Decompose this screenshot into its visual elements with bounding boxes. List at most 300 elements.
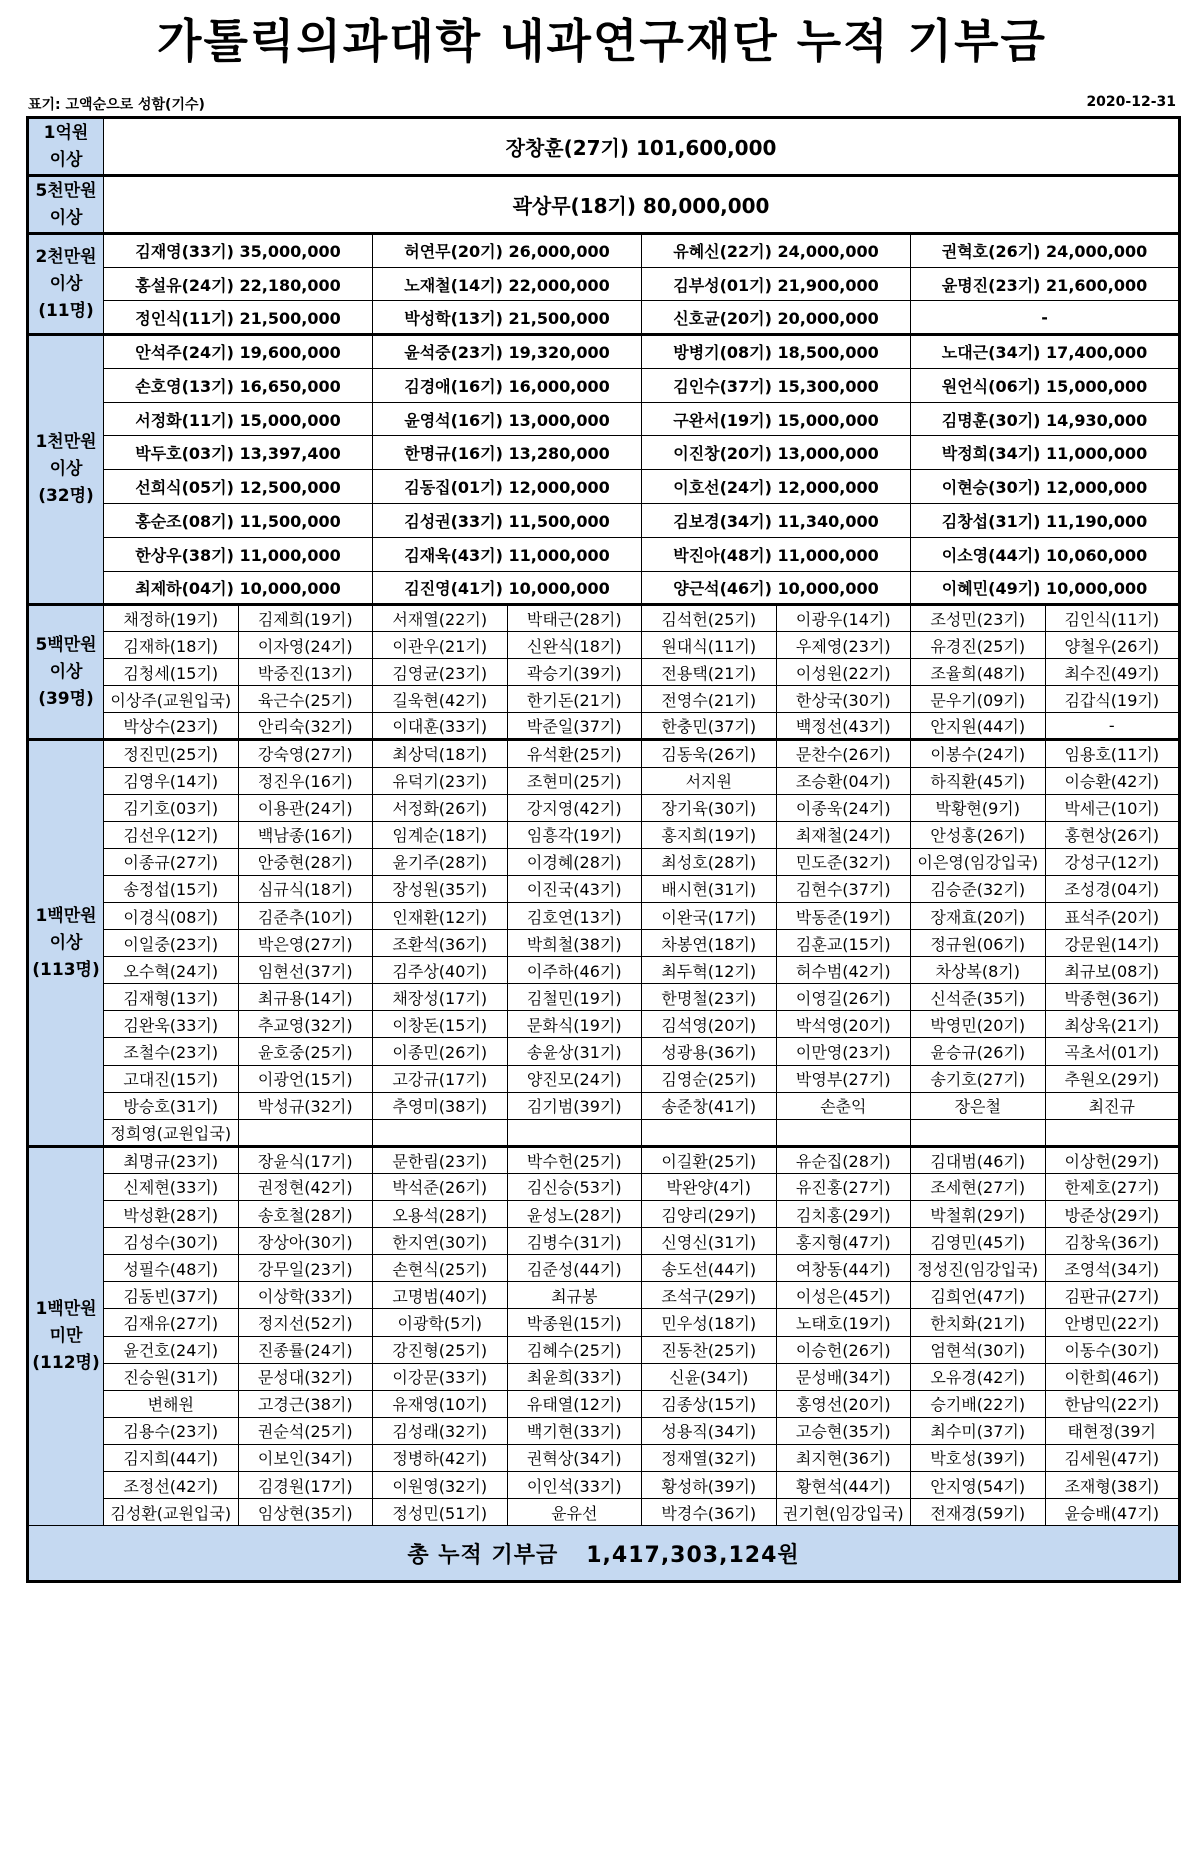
donor-name: 이관우(21기) xyxy=(373,632,508,659)
donor-name: 이일중(23기) xyxy=(104,930,239,957)
donor-name: 하직환(45기) xyxy=(911,767,1046,794)
category-label-line: 미만 xyxy=(49,1326,83,1346)
donor-name: 김석영(20기) xyxy=(642,1011,777,1038)
donor-name: 서정화(26기) xyxy=(373,794,508,821)
donor-name: 김기호(03기) xyxy=(104,794,239,821)
donor-name: 이동수(30기) xyxy=(1045,1336,1180,1363)
donor-name: 이종규(27기) xyxy=(104,848,239,875)
donor-name: 송호철(28기) xyxy=(238,1201,373,1228)
donor-name: 권혁상(34기) xyxy=(507,1444,642,1471)
donor-entry: 신호균(20기) 20,000,000 xyxy=(642,301,911,335)
donor-name: 김지희(44기) xyxy=(104,1444,239,1471)
donor-name: 변해원 xyxy=(104,1390,239,1417)
donor-name: 최진규 xyxy=(1045,1092,1180,1119)
donor-name: 권기현(임강입국) xyxy=(776,1499,911,1526)
donor-name: 이광언(15기) xyxy=(238,1065,373,1092)
donor-name: 양진모(24기) xyxy=(507,1065,642,1092)
donor-name: 정병하(42기) xyxy=(373,1444,508,1471)
donor-name: 최지현(36기) xyxy=(776,1444,911,1471)
donor-name: 김성환(교원입국) xyxy=(104,1499,239,1526)
donor-name: 김병수(31기) xyxy=(507,1228,642,1255)
donor-name: 김용수(23기) xyxy=(104,1417,239,1444)
donor-name: 고경근(38기) xyxy=(238,1390,373,1417)
donor-name: 길욱현(42기) xyxy=(373,686,508,713)
donor-name: 김철민(19기) xyxy=(507,984,642,1011)
donor-name: 김대범(46기) xyxy=(911,1146,1046,1173)
donor-entry: 권혁호(26기) 24,000,000 xyxy=(911,234,1180,268)
donor-name: 박수헌(25기) xyxy=(507,1146,642,1173)
donor-name: 문우기(09기) xyxy=(911,686,1046,713)
category-label-line: 1억원 xyxy=(43,122,89,143)
donor-name: 최규용(14기) xyxy=(238,984,373,1011)
donor-entry: 이현승(30기) 12,000,000 xyxy=(911,470,1180,504)
total-amount: 1,417,303,124원 xyxy=(586,1542,800,1568)
donor-name: 조성민(23기) xyxy=(911,605,1046,632)
donor-entry: 선희식(05기) 12,500,000 xyxy=(104,470,373,504)
donor-name: 태현정(39기 xyxy=(1045,1417,1180,1444)
donor-entry: 김부성(01기) 21,900,000 xyxy=(642,267,911,301)
donor-name: 이성원(22기) xyxy=(776,659,911,686)
donor-name: 한제호(27기) xyxy=(1045,1173,1180,1200)
donor-name: 조정선(42기) xyxy=(104,1471,239,1498)
donor-name: 방승호(31기) xyxy=(104,1092,239,1119)
donor-name: 신완식(18기) xyxy=(507,632,642,659)
donor-name: 정재열(32기) xyxy=(642,1444,777,1471)
donor-name: 조현미(25기) xyxy=(507,767,642,794)
donor-name: 우제영(23기) xyxy=(776,632,911,659)
donor-entry: 장창훈(27기) 101,600,000 xyxy=(104,118,1180,176)
donor-name: 김양리(29기) xyxy=(642,1201,777,1228)
donor-name: 유석환(25기) xyxy=(507,740,642,767)
donor-entry: 홍순조(08기) 11,500,000 xyxy=(104,504,373,538)
donor-name: 한기돈(21기) xyxy=(507,686,642,713)
donor-name: 신제현(33기) xyxy=(104,1173,239,1200)
donor-name: 이용관(24기) xyxy=(238,794,373,821)
donor-name: 박석영(20기) xyxy=(776,1011,911,1038)
donor-name: 장성원(35기) xyxy=(373,875,508,902)
donor-name: 조환석(36기) xyxy=(373,930,508,957)
donor-name: 이인석(33기) xyxy=(507,1471,642,1498)
donor-entry: 노대근(34기) 17,400,000 xyxy=(911,335,1180,369)
donor-name: 강지영(42기) xyxy=(507,794,642,821)
donor-entry: 윤석중(23기) 19,320,000 xyxy=(373,335,642,369)
donor-name: 육근수(25기) xyxy=(238,686,373,713)
donor-name: 손현식(25기) xyxy=(373,1255,508,1282)
donor-name: 백남종(16기) xyxy=(238,821,373,848)
donor-name: 김석헌(25기) xyxy=(642,605,777,632)
donor-entry: 김보경(34기) 11,340,000 xyxy=(642,504,911,538)
category-label-line: 이상 xyxy=(49,149,83,170)
donor-name: 이광학(5기) xyxy=(373,1309,508,1336)
donor-name: 엄현석(30기) xyxy=(911,1336,1046,1363)
category-label xyxy=(28,118,104,176)
donor-name: 이광우(14기) xyxy=(776,605,911,632)
donor-name: 유진홍(27기) xyxy=(776,1173,911,1200)
donor-name: 추교영(32기) xyxy=(238,1011,373,1038)
donor-name: 김재하(18기) xyxy=(104,632,239,659)
donor-name: 김승준(32기) xyxy=(911,875,1046,902)
donor-name: 최명규(23기) xyxy=(104,1146,239,1173)
donor-name: 윤기주(28기) xyxy=(373,848,508,875)
donor-entry: - xyxy=(911,301,1180,335)
donor-entry: 이소영(44기) 10,060,000 xyxy=(911,537,1180,571)
donor-name: 고강규(17기) xyxy=(373,1065,508,1092)
category-label-line: 이상 xyxy=(49,273,83,294)
donor-name: 김성수(30기) xyxy=(104,1228,239,1255)
donor-name: 박황현(9기) xyxy=(911,794,1046,821)
donor-name: 손춘익 xyxy=(776,1092,911,1119)
donor-entry: 한명규(16기) 13,280,000 xyxy=(373,436,642,470)
donor-name: 안지영(54기) xyxy=(911,1471,1046,1498)
donor-name: 김재형(13기) xyxy=(104,984,239,1011)
donor-name: 윤승규(26기) xyxy=(911,1038,1046,1065)
category-label-line: 5백만원 xyxy=(35,634,97,655)
donor-name: 최수진(49기) xyxy=(1045,659,1180,686)
donor-name: 최윤희(33기) xyxy=(507,1363,642,1390)
donor-name: 문성대(32기) xyxy=(238,1363,373,1390)
donor-name: 이길환(25기) xyxy=(642,1146,777,1173)
donor-name: 백정선(43기) xyxy=(776,713,911,740)
empty-cell xyxy=(1045,1119,1180,1146)
donor-name: 조율희(48기) xyxy=(911,659,1046,686)
donor-entry: 김진영(41기) 10,000,000 xyxy=(373,571,642,605)
donor-name: 최상덕(18기) xyxy=(373,740,508,767)
donor-name: 최상욱(21기) xyxy=(1045,1011,1180,1038)
donor-name: 이종민(26기) xyxy=(373,1038,508,1065)
donor-name: 박성규(32기) xyxy=(238,1092,373,1119)
donor-entry: 김창섭(31기) 11,190,000 xyxy=(911,504,1180,538)
donor-name: 강숙영(27기) xyxy=(238,740,373,767)
donor-name: 김제희(19기) xyxy=(238,605,373,632)
donor-name: 윤건호(24기) xyxy=(104,1336,239,1363)
donor-name: 오수혁(24기) xyxy=(104,957,239,984)
category-label-line: 이상 xyxy=(49,932,83,953)
donor-name: 강성구(12기) xyxy=(1045,848,1180,875)
donor-name: 김종상(15기) xyxy=(642,1390,777,1417)
donor-name: 이보인(34기) xyxy=(238,1444,373,1471)
donor-name: 장윤식(17기) xyxy=(238,1146,373,1173)
donor-name: 이상학(33기) xyxy=(238,1282,373,1309)
donor-name: 차상복(8기) xyxy=(911,957,1046,984)
donor-name: 이한희(46기) xyxy=(1045,1363,1180,1390)
donor-entry: 안석주(24기) 19,600,000 xyxy=(104,335,373,369)
donor-name: 김기범(39기) xyxy=(507,1092,642,1119)
donor-entry: 손호영(13기) 16,650,000 xyxy=(104,368,373,402)
donor-name: 문성배(34기) xyxy=(776,1363,911,1390)
donor-name: 민우성(18기) xyxy=(642,1309,777,1336)
category-label-line: 이상 xyxy=(49,459,83,480)
donor-name: 김인식(11기) xyxy=(1045,605,1180,632)
donor-entry: 허연무(20기) 26,000,000 xyxy=(373,234,642,268)
donor-name: 이성은(45기) xyxy=(776,1282,911,1309)
donor-name: 장은철 xyxy=(911,1092,1046,1119)
donor-name: 홍지형(47기) xyxy=(776,1228,911,1255)
empty-cell xyxy=(776,1119,911,1146)
donor-name: 김희언(47기) xyxy=(911,1282,1046,1309)
donor-name: 장기육(30기) xyxy=(642,794,777,821)
donor-name: 안성홍(26기) xyxy=(911,821,1046,848)
donor-entry: 윤명진(23기) 21,600,000 xyxy=(911,267,1180,301)
donor-name: 이경혜(28기) xyxy=(507,848,642,875)
category-label xyxy=(28,176,104,234)
donor-name: 임현선(37기) xyxy=(238,957,373,984)
donor-name: 이승헌(26기) xyxy=(776,1336,911,1363)
donor-name: 고승현(35기) xyxy=(776,1417,911,1444)
donor-name: 홍지희(19기) xyxy=(642,821,777,848)
donor-name: 김동욱(26기) xyxy=(642,740,777,767)
donor-name: 노태호(19기) xyxy=(776,1309,911,1336)
donor-name: 한남익(22기) xyxy=(1045,1390,1180,1417)
donor-name: 박태근(28기) xyxy=(507,605,642,632)
donor-entry: 방병기(08기) 18,500,000 xyxy=(642,335,911,369)
donor-name: 이상헌(29기) xyxy=(1045,1146,1180,1173)
donor-name: 윤호중(25기) xyxy=(238,1038,373,1065)
donor-name: 정희영(교원입국) xyxy=(104,1119,239,1146)
donor-name: 승기배(22기) xyxy=(911,1390,1046,1417)
donor-name: 오유경(42기) xyxy=(911,1363,1046,1390)
donor-name: 고명범(40기) xyxy=(373,1282,508,1309)
donor-name: 양철우(26기) xyxy=(1045,632,1180,659)
donor-name: 이강문(33기) xyxy=(373,1363,508,1390)
category-label xyxy=(28,1146,104,1525)
donor-name: 전재경(59기) xyxy=(911,1499,1046,1526)
donor-name: 김성래(32기) xyxy=(373,1417,508,1444)
donor-name: 김준성(44기) xyxy=(507,1255,642,1282)
donor-name: 배시현(31기) xyxy=(642,875,777,902)
donor-name: 한충민(37기) xyxy=(642,713,777,740)
donor-entry: 이진창(20기) 13,000,000 xyxy=(642,436,911,470)
category-label-line: 이상 xyxy=(49,661,83,682)
donor-name: 유태열(12기) xyxy=(507,1390,642,1417)
donor-name: 한명철(23기) xyxy=(642,984,777,1011)
donor-name: 김훈교(15기) xyxy=(776,930,911,957)
donor-name: 윤유선 xyxy=(507,1499,642,1526)
category-label-line: (32명) xyxy=(38,486,94,507)
donor-name: 조석구(29기) xyxy=(642,1282,777,1309)
donor-name: 김준추(10기) xyxy=(238,903,373,930)
donor-name: 김판규(27기) xyxy=(1045,1282,1180,1309)
donor-name: 송준창(41기) xyxy=(642,1092,777,1119)
donor-name: 서재열(22기) xyxy=(373,605,508,632)
category-label-line: (113명) xyxy=(32,959,100,980)
donor-name: 김재유(27기) xyxy=(104,1309,239,1336)
donor-name: 곡초서(01기) xyxy=(1045,1038,1180,1065)
donor-name: 윤승배(47기) xyxy=(1045,1499,1180,1526)
donor-name: 유덕기(23기) xyxy=(373,767,508,794)
donor-name: 김창욱(36기) xyxy=(1045,1228,1180,1255)
donor-name: 서지원 xyxy=(642,767,777,794)
category-label-line: 1백만원 xyxy=(35,905,97,926)
donor-entry: 최제하(04기) 10,000,000 xyxy=(104,571,373,605)
donor-name: 김신승(53기) xyxy=(507,1173,642,1200)
donor-name: 안지원(44기) xyxy=(911,713,1046,740)
donor-name: 안리숙(32기) xyxy=(238,713,373,740)
donor-name: 최성호(28기) xyxy=(642,848,777,875)
donor-name: 조승환(04기) xyxy=(776,767,911,794)
donor-entry: 구완서(19기) 15,000,000 xyxy=(642,402,911,436)
donor-name: 박중진(13기) xyxy=(238,659,373,686)
donor-name: 김치홍(29기) xyxy=(776,1201,911,1228)
donor-name: 성필수(48기) xyxy=(104,1255,239,1282)
donor-name: 안중현(28기) xyxy=(238,848,373,875)
donor-name: 김영균(23기) xyxy=(373,659,508,686)
donor-name: 유순집(28기) xyxy=(776,1146,911,1173)
category-label-line: 2천만원 xyxy=(35,246,97,267)
report-date: 2020-12-31 xyxy=(1086,94,1176,110)
donor-name: 곽승기(39기) xyxy=(507,659,642,686)
donor-name: 진동찬(25기) xyxy=(642,1336,777,1363)
donor-name: 유재영(10기) xyxy=(373,1390,508,1417)
donor-entry: 김재욱(43기) 11,000,000 xyxy=(373,537,642,571)
donor-name: 조세현(27기) xyxy=(911,1173,1046,1200)
donor-entry: 노재철(14기) 22,000,000 xyxy=(373,267,642,301)
donor-name: 임계순(18기) xyxy=(373,821,508,848)
donor-name: 강진형(25기) xyxy=(373,1336,508,1363)
category-label-line: (112명) xyxy=(32,1353,100,1373)
category-label xyxy=(28,234,104,335)
donor-entry: 서정화(11기) 15,000,000 xyxy=(104,402,373,436)
donor-entry: 김동집(01기) 12,000,000 xyxy=(373,470,642,504)
donor-name: 박동준(19기) xyxy=(776,903,911,930)
donor-name: 안병민(22기) xyxy=(1045,1309,1180,1336)
donor-name: 정성민(51기) xyxy=(373,1499,508,1526)
donor-name: 김청세(15기) xyxy=(104,659,239,686)
donor-name: 권순석(25기) xyxy=(238,1417,373,1444)
donor-name: 전영수(21기) xyxy=(642,686,777,713)
category-label-line: (11명) xyxy=(38,300,94,321)
donor-entry: 박정희(34기) 11,000,000 xyxy=(911,436,1180,470)
donor-name: 허수범(42기) xyxy=(776,957,911,984)
total-row xyxy=(28,1526,1180,1582)
category-label xyxy=(28,605,104,740)
donor-name: 고대진(15기) xyxy=(104,1065,239,1092)
page-title: 가톨릭의과대학 내과연구재단 누적 기부금 xyxy=(157,14,1047,68)
donor-name: 황현석(44기) xyxy=(776,1471,911,1498)
donor-name: 이진국(43기) xyxy=(507,875,642,902)
donation-table xyxy=(26,116,1181,1583)
donor-name: 한지연(30기) xyxy=(373,1228,508,1255)
donor-name: 김영순(25기) xyxy=(642,1065,777,1092)
donor-name: 김선우(12기) xyxy=(104,821,239,848)
donor-name: 표석주(20기) xyxy=(1045,903,1180,930)
donor-name: 민도준(32기) xyxy=(776,848,911,875)
donor-entry: 김인수(37기) 15,300,000 xyxy=(642,368,911,402)
donor-name: 송정섭(15기) xyxy=(104,875,239,902)
donor-name: 추영미(38기) xyxy=(373,1092,508,1119)
donor-name: 최규보(08기) xyxy=(1045,957,1180,984)
category-label-line: 이상 xyxy=(49,207,83,228)
empty-cell xyxy=(507,1119,642,1146)
donor-name: 이창돈(15기) xyxy=(373,1011,508,1038)
donor-name: 박상수(23기) xyxy=(104,713,239,740)
donor-name: 여창동(44기) xyxy=(776,1255,911,1282)
donor-entry: 이호선(24기) 12,000,000 xyxy=(642,470,911,504)
donor-name: 김동빈(37기) xyxy=(104,1282,239,1309)
donor-entry: 홍설유(24기) 22,180,000 xyxy=(104,267,373,301)
donor-entry: 원언식(06기) 15,000,000 xyxy=(911,368,1180,402)
donor-name: 문한림(23기) xyxy=(373,1146,508,1173)
empty-cell xyxy=(238,1119,373,1146)
donor-name: 이은영(임강입국) xyxy=(911,848,1046,875)
donor-name: 채정하(19기) xyxy=(104,605,239,632)
donor-name: 방준상(29기) xyxy=(1045,1201,1180,1228)
donor-name: 송기호(27기) xyxy=(911,1065,1046,1092)
donor-entry: 박두호(03기) 13,397,400 xyxy=(104,436,373,470)
donor-name: 성광용(36기) xyxy=(642,1038,777,1065)
donor-entry: 김성권(33기) 11,500,000 xyxy=(373,504,642,538)
donor-name: 박종원(15기) xyxy=(507,1309,642,1336)
empty-cell xyxy=(911,1119,1046,1146)
donor-name: 최재철(24기) xyxy=(776,821,911,848)
donor-name: 장재효(20기) xyxy=(911,903,1046,930)
donor-name: 조영석(34기) xyxy=(1045,1255,1180,1282)
donor-name: 김주상(40기) xyxy=(373,957,508,984)
donor-name: 박은영(27기) xyxy=(238,930,373,957)
donor-name: 조재형(38기) xyxy=(1045,1471,1180,1498)
donor-name: 인재환(12기) xyxy=(373,903,508,930)
total-label: 총 누적 기부금 xyxy=(407,1542,559,1568)
category-label xyxy=(28,740,104,1146)
donor-name: 김경원(17기) xyxy=(238,1471,373,1498)
donor-name: 신윤(34기) xyxy=(642,1363,777,1390)
donor-name: 추원오(29기) xyxy=(1045,1065,1180,1092)
donor-name: 조철수(23기) xyxy=(104,1038,239,1065)
donor-name: 원대식(11기) xyxy=(642,632,777,659)
donor-name: - xyxy=(1045,713,1180,740)
donor-entry: 김명훈(30기) 14,930,000 xyxy=(911,402,1180,436)
donor-name: 송도선(44기) xyxy=(642,1255,777,1282)
donor-name: 김현수(37기) xyxy=(776,875,911,902)
donor-name: 김영우(14기) xyxy=(104,767,239,794)
donor-name: 최규봉 xyxy=(507,1282,642,1309)
donor-entry: 이혜민(49기) 10,000,000 xyxy=(911,571,1180,605)
donor-name: 이주하(46기) xyxy=(507,957,642,984)
donor-name: 조성경(04기) xyxy=(1045,875,1180,902)
donor-name: 정규원(06기) xyxy=(911,930,1046,957)
donor-name: 정진우(16기) xyxy=(238,767,373,794)
empty-cell xyxy=(642,1119,777,1146)
donor-name: 권정현(42기) xyxy=(238,1173,373,1200)
donor-name: 박석준(26기) xyxy=(373,1173,508,1200)
category-label-line: 5천만원 xyxy=(35,180,97,201)
donor-name: 문찬수(26기) xyxy=(776,740,911,767)
donor-name: 최두혁(12기) xyxy=(642,957,777,984)
donor-name: 박영부(27기) xyxy=(776,1065,911,1092)
empty-cell xyxy=(373,1119,508,1146)
donor-name: 이원영(32기) xyxy=(373,1471,508,1498)
donor-name: 유경진(25기) xyxy=(911,632,1046,659)
donor-name: 윤성노(28기) xyxy=(507,1201,642,1228)
donor-name: 정지선(52기) xyxy=(238,1309,373,1336)
donor-name: 차봉연(18기) xyxy=(642,930,777,957)
donor-entry: 한상우(38기) 11,000,000 xyxy=(104,537,373,571)
donor-entry: 정인식(11기) 21,500,000 xyxy=(104,301,373,335)
category-label-line: (39명) xyxy=(38,688,94,709)
donor-name: 박철휘(29기) xyxy=(911,1201,1046,1228)
donor-name: 강문원(14기) xyxy=(1045,930,1180,957)
donor-name: 장상아(30기) xyxy=(238,1228,373,1255)
donor-name: 한상국(30기) xyxy=(776,686,911,713)
donor-name: 박준일(37기) xyxy=(507,713,642,740)
donor-entry: 유혜신(22기) 24,000,000 xyxy=(642,234,911,268)
donor-name: 박희철(38기) xyxy=(507,930,642,957)
donor-name: 송윤상(31기) xyxy=(507,1038,642,1065)
donor-name: 이자영(24기) xyxy=(238,632,373,659)
donor-name: 김세원(47기) xyxy=(1045,1444,1180,1471)
category-label-line: 1천만원 xyxy=(35,432,97,453)
donor-name: 백기현(33기) xyxy=(507,1417,642,1444)
donor-entry: 곽상무(18기) 80,000,000 xyxy=(104,176,1180,234)
